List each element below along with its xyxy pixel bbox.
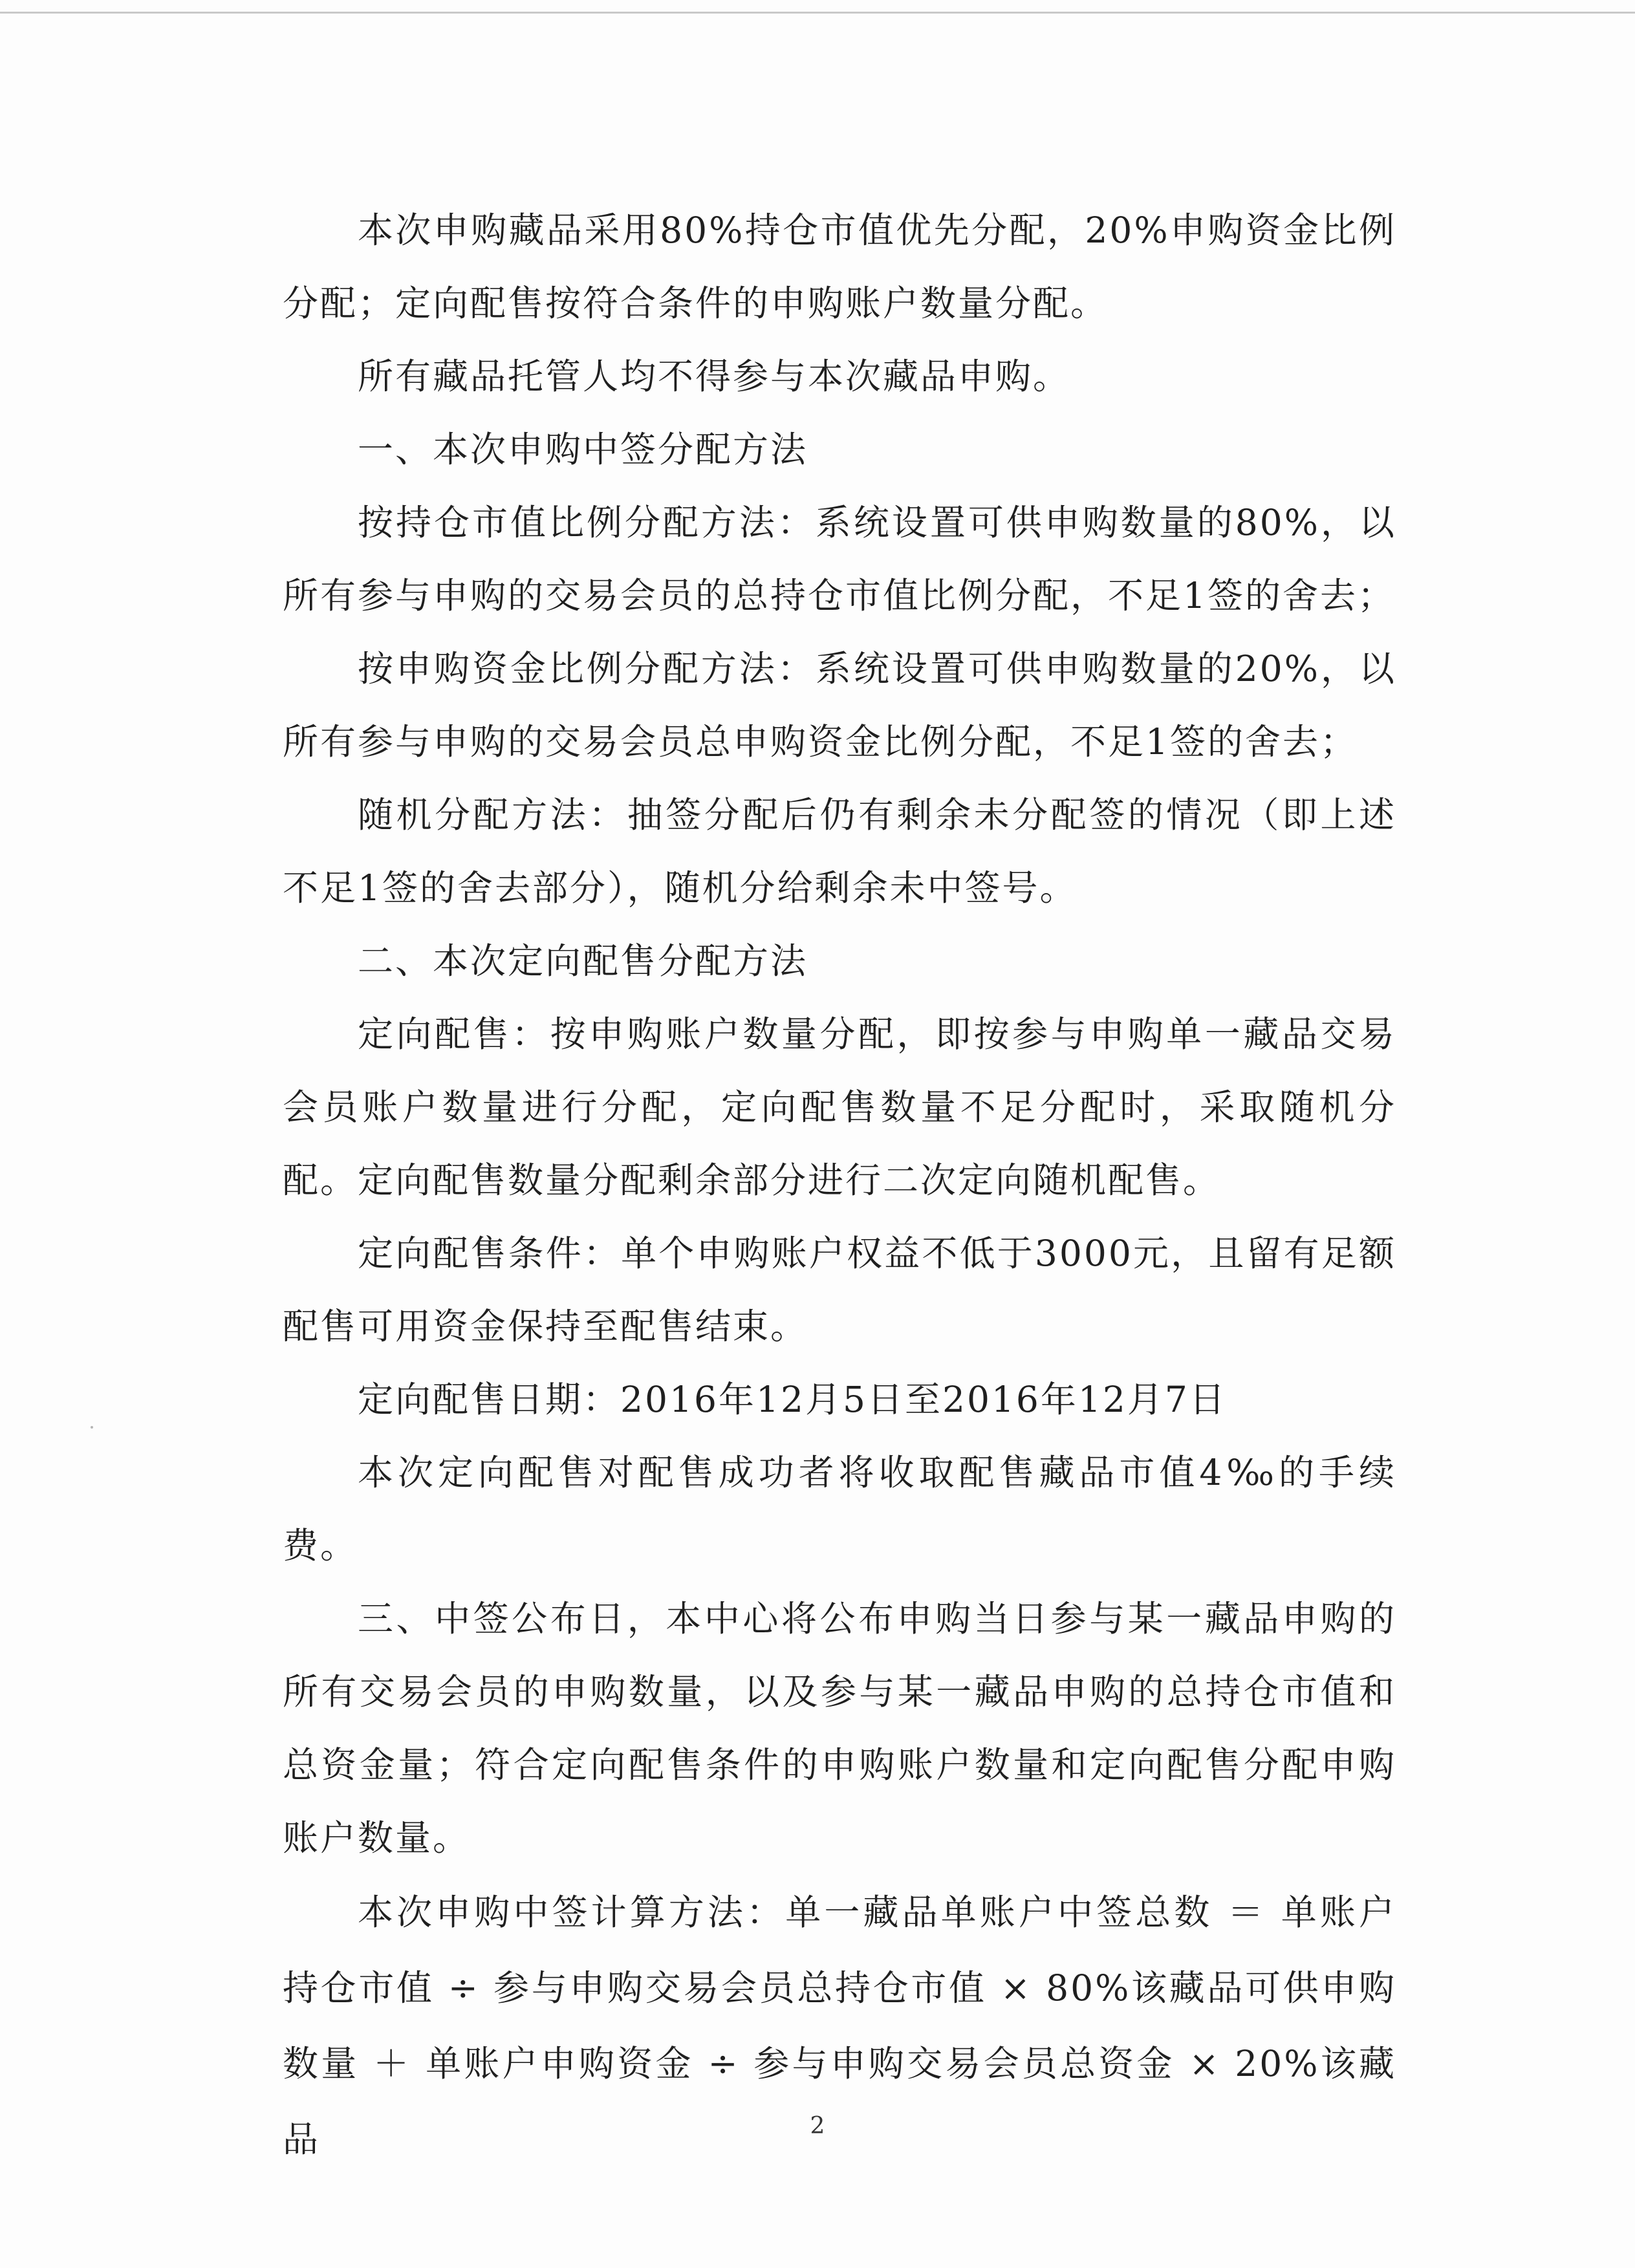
paragraph-section-3-announcement: 三、中签公布日，本中心将公布申购当日参与某一藏品申购的所有交易会员的申购数量，以及参与某一藏品申购的总持仓市值和总资金量；符合定向配售条件的申购账户数量和定向配售分配申购账户数量。 — [283, 1598, 1396, 1859]
paragraph-directed-placement: 定向配售：按申购账户数量分配，即按参与申购单一藏品交易会员账户数量进行分配，定向配售数量不足分配时，采取随机分配。定向配售数量分配剩余部分进行二次定向随机配售。 — [283, 1013, 1396, 1201]
paragraph-calculation-formula: 本次申购中签计算方法：单一藏品单账户中签总数 ＝ 单账户持仓市值 ÷ 参与申购交易会员总持仓市值 × 80%该藏品可供申购数量 ＋ 单账户申购资金 ÷ 参与申购交易会员总资金 × 20%该藏品 — [283, 1892, 1396, 2160]
section-heading-1: 一、本次申购中签分配方法 — [358, 429, 808, 470]
paragraph-custodian-restriction: 所有藏品托管人均不得参与本次藏品申购。 — [358, 356, 1071, 397]
page-number: 2 — [810, 2113, 825, 2139]
paragraph-placement-dates: 定向配售日期：2016年12月5日至2016年12月7日 — [358, 1379, 1227, 1420]
paragraph-allocation-ratio: 本次申购藏品采用80%持仓市值优先分配，20%申购资金比例分配；定向配售按符合条件的申购账户数量分配。 — [283, 210, 1396, 324]
section-heading-2: 二、本次定向配售分配方法 — [358, 940, 808, 982]
document-body — [283, 194, 1396, 2177]
paragraph-placement-conditions: 定向配售条件：单个申购账户权益不低于3000元，且留有足额配售可用资金保持至配售结束。 — [283, 1233, 1396, 1347]
paragraph-placement-fee: 本次定向配售对配售成功者将收取配售藏品市值4‰的手续费。 — [283, 1452, 1396, 1566]
paragraph-funds-method: 按申购资金比例分配方法：系统设置可供申购数量的20%，以所有参与申购的交易会员总申购资金比例分配，不足1签的舍去； — [283, 648, 1396, 762]
scan-top-edge — [0, 12, 1635, 14]
paragraph-random-method: 随机分配方法：抽签分配后仍有剩余未分配签的情况（即上述不足1签的舍去部分），随机分给剩余未中签号。 — [283, 794, 1396, 909]
scan-speck — [91, 1426, 93, 1429]
paragraph-market-value-method: 按持仓市值比例分配方法：系统设置可供申购数量的80%，以所有参与申购的交易会员的总持仓市值比例分配，不足1签的舍去； — [283, 502, 1396, 616]
